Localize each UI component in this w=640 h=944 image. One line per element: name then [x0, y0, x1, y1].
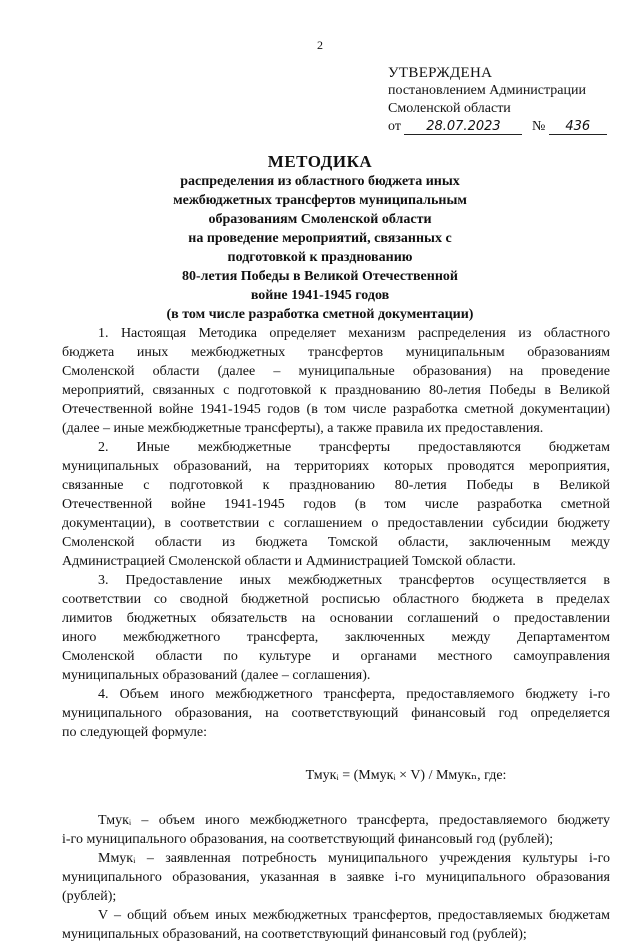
- title-line: образованиям Смоленской области: [208, 212, 432, 227]
- body-line: Смоленской области по культуре и органами местного самоуправления: [62, 649, 610, 664]
- handwritten-date: 28.07.2023: [404, 120, 522, 135]
- body-line: Отечественной войне 1941-1945 годов (в том числе разработка сметной: [62, 497, 610, 512]
- body-line: связанные с подготовкой к празднованию 80-летия Победы в Великой: [62, 478, 610, 493]
- body-line: муниципальных образований, на территориях которых проводятся мероприятия,: [62, 459, 610, 474]
- title-line: подготовкой к празднованию: [227, 250, 413, 265]
- body-line: 3. Предоставление иных межбюджетных трансфертов осуществляется в: [98, 573, 610, 588]
- title-line: на проведение мероприятий, связанных с: [188, 231, 452, 246]
- body-line: Отечественной войне 1941-1945 годов (в том числе разработка сметной документации): [62, 402, 610, 417]
- body-line: (рублей);: [62, 889, 117, 904]
- paragraph-1: [62, 324, 610, 438]
- body-line: муниципальных образований (далее – соглашения).: [62, 668, 371, 683]
- body-line: i-го муниципального образования, на соответствующий финансовый год (рублей);: [62, 832, 554, 847]
- document-body: [62, 324, 610, 944]
- paragraph-3: [62, 571, 610, 685]
- definition-3: [62, 906, 610, 944]
- body-line: соответствии со сводной бюджетной росписью областного бюджета в пределах: [62, 592, 610, 607]
- body-line: V – общий объем иных межбюджетных трансфертов, предоставляемых бюджетам: [98, 908, 610, 923]
- body-line: документации), в соответствии с соглашением о предоставлении субсидии бюджету: [62, 516, 610, 531]
- formula: Тмукᵢ = (Ммукᵢ × V) / Ммукₙ, где:: [305, 768, 507, 783]
- body-line: мероприятий, связанных с подготовкой к празднованию 80-летия Победы в Великой: [62, 383, 610, 398]
- body-line: 2. Иные межбюджетные трансферты предоставляются бюджетам: [98, 440, 610, 455]
- title-line: войне 1941-1945 годов: [250, 288, 390, 303]
- from-label: от: [388, 119, 401, 134]
- body-line: 4. Объем иного межбюджетного трансферта, предоставляемого бюджету i-го: [98, 687, 610, 702]
- paragraph-2: [62, 438, 610, 571]
- body-line: Администрацией Смоленской области и Администрацией Томской области.: [62, 554, 516, 569]
- body-line: по следующей формуле:: [62, 725, 207, 740]
- body-line: иного межбюджетного трансферта, заключенных между Департаментом: [62, 630, 610, 645]
- paragraph-4: [62, 685, 610, 742]
- document-title: [0, 152, 640, 324]
- definition-1: [62, 811, 610, 849]
- title-line: распределения из областного бюджета иных: [180, 174, 460, 189]
- number-label: №: [531, 119, 546, 134]
- body-line: муниципального образования, указанная в заявке i-го муниципального образования: [62, 870, 610, 885]
- body-line: 1. Настоящая Методика определяет механизм распределения из областного: [98, 326, 610, 341]
- body-line: Смоленской области из бюджета Томской области, заключенным между: [62, 535, 610, 550]
- approval-date-line: [388, 118, 607, 136]
- body-line: Тмукᵢ – объем иного межбюджетного трансферта, предоставляемого бюджету: [98, 813, 610, 828]
- title-main: МЕТОДИКА: [267, 152, 373, 171]
- handwritten-number: 436: [549, 120, 607, 135]
- body-line: лимитов бюджетных обязательств на основании соглашений о предоставлении: [62, 611, 610, 626]
- title-line: межбюджетных трансфертов муниципальным: [173, 193, 467, 208]
- title-line: (в том числе разработка сметной документации): [166, 307, 474, 322]
- body-line: Смоленской области (далее – муниципальные образования) на проведение: [62, 364, 610, 379]
- definition-2: [62, 849, 610, 906]
- body-line: бюджета иных межбюджетных трансфертов муниципальным образованиям: [62, 345, 610, 360]
- title-line: 80-летия Победы в Великой Отечественной: [182, 269, 458, 284]
- body-line: муниципальных образований, на соответствующий финансовый год (рублей);: [62, 927, 527, 942]
- approval-stamp-block: [388, 64, 607, 136]
- approval-title: УТВЕРЖДЕНА: [388, 65, 493, 81]
- approval-line-2: Смоленской области: [388, 101, 511, 116]
- body-line: муниципального образования, на соответствующий финансовый год определяется: [62, 706, 610, 721]
- body-line: (далее – иные межбюджетные трансферты), а также правила их предоставления.: [62, 421, 544, 436]
- approval-line-1: постановлением Администрации: [388, 83, 586, 98]
- body-line: Ммукᵢ – заявленная потребность муниципального учреждения культуры i-го: [98, 851, 610, 866]
- page-number: 2: [317, 38, 323, 52]
